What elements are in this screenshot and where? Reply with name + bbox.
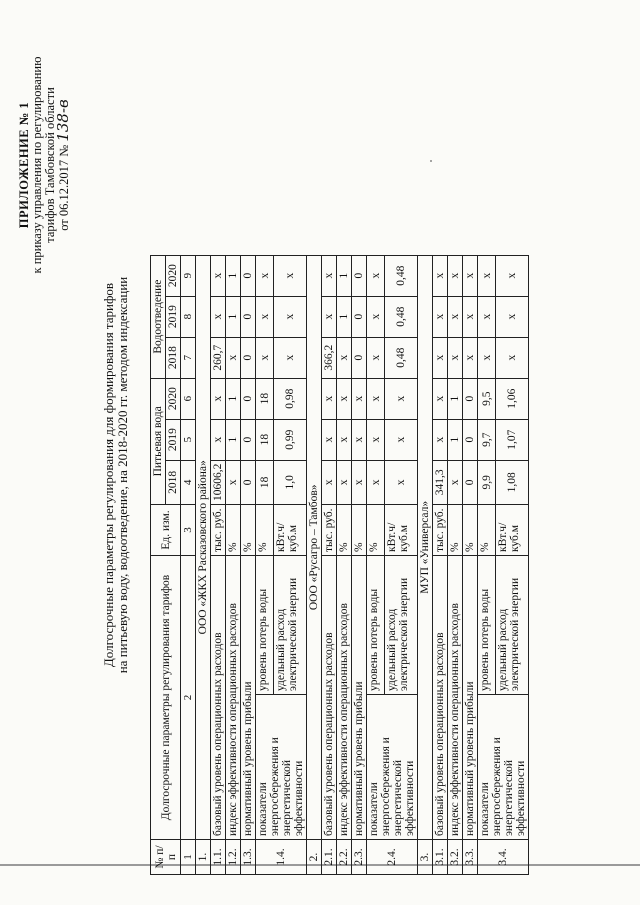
value-cell: х <box>496 337 529 378</box>
column-number: 9 <box>181 255 196 296</box>
value-cell: х <box>322 378 337 419</box>
column-number: 6 <box>181 378 196 419</box>
rotated-document <box>10 0 630 895</box>
value-cell: 0 <box>241 255 256 296</box>
value-cell: х <box>478 296 496 337</box>
value-cell: 0 <box>463 378 478 419</box>
table-row <box>211 255 226 874</box>
value-cell: х <box>337 460 352 504</box>
value-cell: 366,2 <box>322 337 337 378</box>
parameter-name: базовый уровень операционных расходов <box>211 556 226 840</box>
section-row <box>418 255 433 874</box>
column-number: 8 <box>181 296 196 337</box>
unit-cell: тыс. руб. <box>322 505 337 556</box>
value-cell: х <box>256 337 274 378</box>
value-cell: х <box>463 296 478 337</box>
row-number: 1.4. <box>256 840 307 875</box>
value-cell: х <box>226 460 241 504</box>
value-cell: х <box>352 378 367 419</box>
section-row <box>196 255 211 874</box>
value-cell: х <box>367 337 385 378</box>
unit-cell: тыс. руб. <box>433 505 448 556</box>
parameter-name: нормативный уровень прибыли <box>352 556 367 840</box>
value-cell: 9,9 <box>478 460 496 504</box>
value-cell: х <box>433 296 448 337</box>
value-cell: х <box>367 378 385 419</box>
unit-cell: % <box>448 505 463 556</box>
value-cell: х <box>274 337 307 378</box>
row-number: 1.3. <box>241 840 256 875</box>
table-row <box>433 255 448 874</box>
value-cell: х <box>352 419 367 460</box>
parameter-name: показатели энергосбережения и энергетической эффективности <box>256 695 307 840</box>
value-cell: х <box>385 419 418 460</box>
value-cell: х <box>211 255 226 296</box>
header-params: Долгосрочные параметры регулирования тарифов <box>151 556 181 840</box>
row-number: 3.1. <box>433 840 448 875</box>
unit-cell: % <box>256 505 274 556</box>
unit-cell: % <box>478 505 496 556</box>
value-cell: х <box>433 378 448 419</box>
value-cell: 0 <box>241 460 256 504</box>
value-cell: 0,98 <box>274 378 307 419</box>
row-number: 3.3. <box>463 840 478 875</box>
sub-parameter-name: удельный расход электрической энергии <box>496 556 529 695</box>
value-cell: х <box>448 337 463 378</box>
header-year: 2019 <box>166 296 181 337</box>
value-cell: х <box>478 337 496 378</box>
header-num: № п/п <box>151 840 181 875</box>
value-cell: 0 <box>463 460 478 504</box>
sub-parameter-name: удельный расход электрической энергии <box>385 556 418 695</box>
organization-name: ООО «Русагро – Тамбов» <box>307 255 322 839</box>
value-cell: 0,99 <box>274 419 307 460</box>
table-row <box>337 255 352 874</box>
value-cell: 0 <box>352 296 367 337</box>
value-cell: х <box>448 460 463 504</box>
table-row <box>322 255 337 874</box>
value-cell: 1 <box>448 378 463 419</box>
parameter-name: индекс эффективности операционных расходов <box>337 556 352 840</box>
row-number: 2.4. <box>367 840 418 875</box>
value-cell: х <box>322 419 337 460</box>
value-cell: 1 <box>448 419 463 460</box>
table-row <box>352 255 367 874</box>
unit-cell: кВт.ч/ куб.м <box>496 505 529 556</box>
appendix-line-2: тарифов Тамбовской области <box>43 87 57 243</box>
header-sewer: Водоотведение <box>151 255 166 378</box>
row-number: 1.2. <box>226 840 241 875</box>
table-row <box>478 255 496 874</box>
value-cell: х <box>274 296 307 337</box>
section-number: 2. <box>307 840 322 875</box>
unit-cell: кВт.ч/ куб.м <box>385 505 418 556</box>
unit-cell: % <box>352 505 367 556</box>
value-cell: х <box>385 378 418 419</box>
value-cell: х <box>367 255 385 296</box>
organization-name: МУП «Универсал» <box>418 255 433 839</box>
parameter-name: показатели энергосбережения и энергетической эффективности <box>367 695 418 840</box>
unit-cell: % <box>463 505 478 556</box>
value-cell: х <box>337 378 352 419</box>
table-row <box>241 255 256 874</box>
header-year: 2018 <box>166 337 181 378</box>
value-cell: 341,3 <box>433 460 448 504</box>
header-year: 2018 <box>166 460 181 504</box>
value-cell: 0,48 <box>385 296 418 337</box>
value-cell: 1,06 <box>496 378 529 419</box>
row-number: 1.1. <box>211 840 226 875</box>
organization-name: ООО «ЖКХ Расказовского района» <box>196 255 211 839</box>
value-cell: х <box>433 337 448 378</box>
document-title-line-1: Долгосрочные параметры регулирования для формирования тарифов <box>101 282 116 668</box>
table-row <box>367 255 385 874</box>
unit-cell: тыс. руб. <box>211 505 226 556</box>
row-number: 2.1. <box>322 840 337 875</box>
value-cell: х <box>337 419 352 460</box>
value-cell: х <box>463 255 478 296</box>
unit-cell: % <box>241 505 256 556</box>
value-cell: х <box>337 337 352 378</box>
table-row <box>256 255 274 874</box>
value-cell: х <box>226 337 241 378</box>
value-cell: х <box>496 255 529 296</box>
document-title-line-2: на питьевую воду, водоотведение, на 2018-2020 гг. методом индексации <box>115 276 130 674</box>
value-cell: 0 <box>352 255 367 296</box>
value-cell: 0 <box>241 378 256 419</box>
value-cell: х <box>433 255 448 296</box>
value-cell: х <box>322 296 337 337</box>
parameter-name: нормативный уровень прибыли <box>241 556 256 840</box>
value-cell: 1 <box>226 378 241 419</box>
section-number: 1. <box>196 840 211 875</box>
value-cell: 0,48 <box>385 255 418 296</box>
value-cell: х <box>385 460 418 504</box>
column-number: 7 <box>181 337 196 378</box>
value-cell: 1 <box>337 296 352 337</box>
column-number: 5 <box>181 419 196 460</box>
value-cell: х <box>448 255 463 296</box>
value-cell: 0,48 <box>385 337 418 378</box>
appendix-line-3 <box>54 15 72 315</box>
column-number: 2 <box>181 556 196 840</box>
value-cell: 0 <box>463 419 478 460</box>
appendix-title: ПРИЛОЖЕНИЕ № 1 <box>17 101 31 229</box>
table-row <box>448 255 463 874</box>
value-cell: х <box>367 460 385 504</box>
value-cell: 18 <box>256 460 274 504</box>
sub-parameter-name: уровень потерь воды <box>256 556 274 695</box>
value-cell: 1,0 <box>274 460 307 504</box>
column-number: 3 <box>181 505 196 556</box>
tariff-parameters-table <box>150 255 529 875</box>
header-water: Питьевая вода <box>151 378 166 504</box>
unit-cell: % <box>337 505 352 556</box>
parameter-name: показатели энергосбережения и энергетической эффективности <box>478 695 529 840</box>
row-number: 2.3. <box>352 840 367 875</box>
section-row <box>307 255 322 874</box>
value-cell: х <box>211 296 226 337</box>
unit-cell: кВт.ч/ куб.м <box>274 505 307 556</box>
value-cell: 0 <box>352 337 367 378</box>
value-cell: х <box>478 255 496 296</box>
parameter-name: нормативный уровень прибыли <box>463 556 478 840</box>
parameter-name: индекс эффективности операционных расходов <box>226 556 241 840</box>
section-number: 3. <box>418 840 433 875</box>
row-number: 2.2. <box>337 840 352 875</box>
header-unit: Ед. изм. <box>151 505 181 556</box>
column-number: 4 <box>181 460 196 504</box>
value-cell: 9,7 <box>478 419 496 460</box>
value-cell: х <box>433 419 448 460</box>
value-cell: 1,08 <box>496 460 529 504</box>
parameter-name: базовый уровень операционных расходов <box>322 556 337 840</box>
document-title <box>102 195 130 755</box>
value-cell: 0 <box>241 419 256 460</box>
header-year: 2020 <box>166 255 181 296</box>
parameter-name: базовый уровень операционных расходов <box>433 556 448 840</box>
row-number: 3.4. <box>478 840 529 875</box>
value-cell: х <box>322 255 337 296</box>
appendix-header <box>18 15 71 315</box>
value-cell: 260,7 <box>211 337 226 378</box>
value-cell: х <box>448 296 463 337</box>
table-row <box>463 255 478 874</box>
value-cell: 0 <box>241 296 256 337</box>
value-cell: х <box>211 419 226 460</box>
value-cell: 18 <box>256 419 274 460</box>
value-cell: 1 <box>226 255 241 296</box>
value-cell: х <box>352 460 367 504</box>
unit-cell: % <box>226 505 241 556</box>
column-number: 1 <box>181 840 196 875</box>
parameter-name: индекс эффективности операционных расходов <box>448 556 463 840</box>
row-number: 3.2. <box>448 840 463 875</box>
value-cell: 18 <box>256 378 274 419</box>
sub-parameter-name: удельный расход электрической энергии <box>274 556 307 695</box>
value-cell: 1 <box>226 419 241 460</box>
value-cell: 0 <box>241 337 256 378</box>
value-cell: х <box>367 296 385 337</box>
value-cell: х <box>463 337 478 378</box>
value-cell: х <box>322 460 337 504</box>
sub-parameter-name: уровень потерь воды <box>478 556 496 695</box>
value-cell: х <box>496 296 529 337</box>
appendix-line-1: к приказу управления по регулированию <box>30 56 44 274</box>
value-cell: х <box>256 296 274 337</box>
handwritten-order-number: 138-в <box>54 99 72 142</box>
value-cell: х <box>211 378 226 419</box>
appendix-date: от 06.12.2017 № <box>57 144 71 231</box>
header-year: 2020 <box>166 378 181 419</box>
header-year: 2019 <box>166 419 181 460</box>
value-cell: х <box>367 419 385 460</box>
table-row <box>226 255 241 874</box>
value-cell: х <box>274 255 307 296</box>
value-cell: 1,07 <box>496 419 529 460</box>
unit-cell: % <box>367 505 385 556</box>
value-cell: 1 <box>226 296 241 337</box>
value-cell: 10606,2 <box>211 460 226 504</box>
value-cell: 1 <box>337 255 352 296</box>
value-cell: х <box>256 255 274 296</box>
value-cell: 9,5 <box>478 378 496 419</box>
sub-parameter-name: уровень потерь воды <box>367 556 385 695</box>
